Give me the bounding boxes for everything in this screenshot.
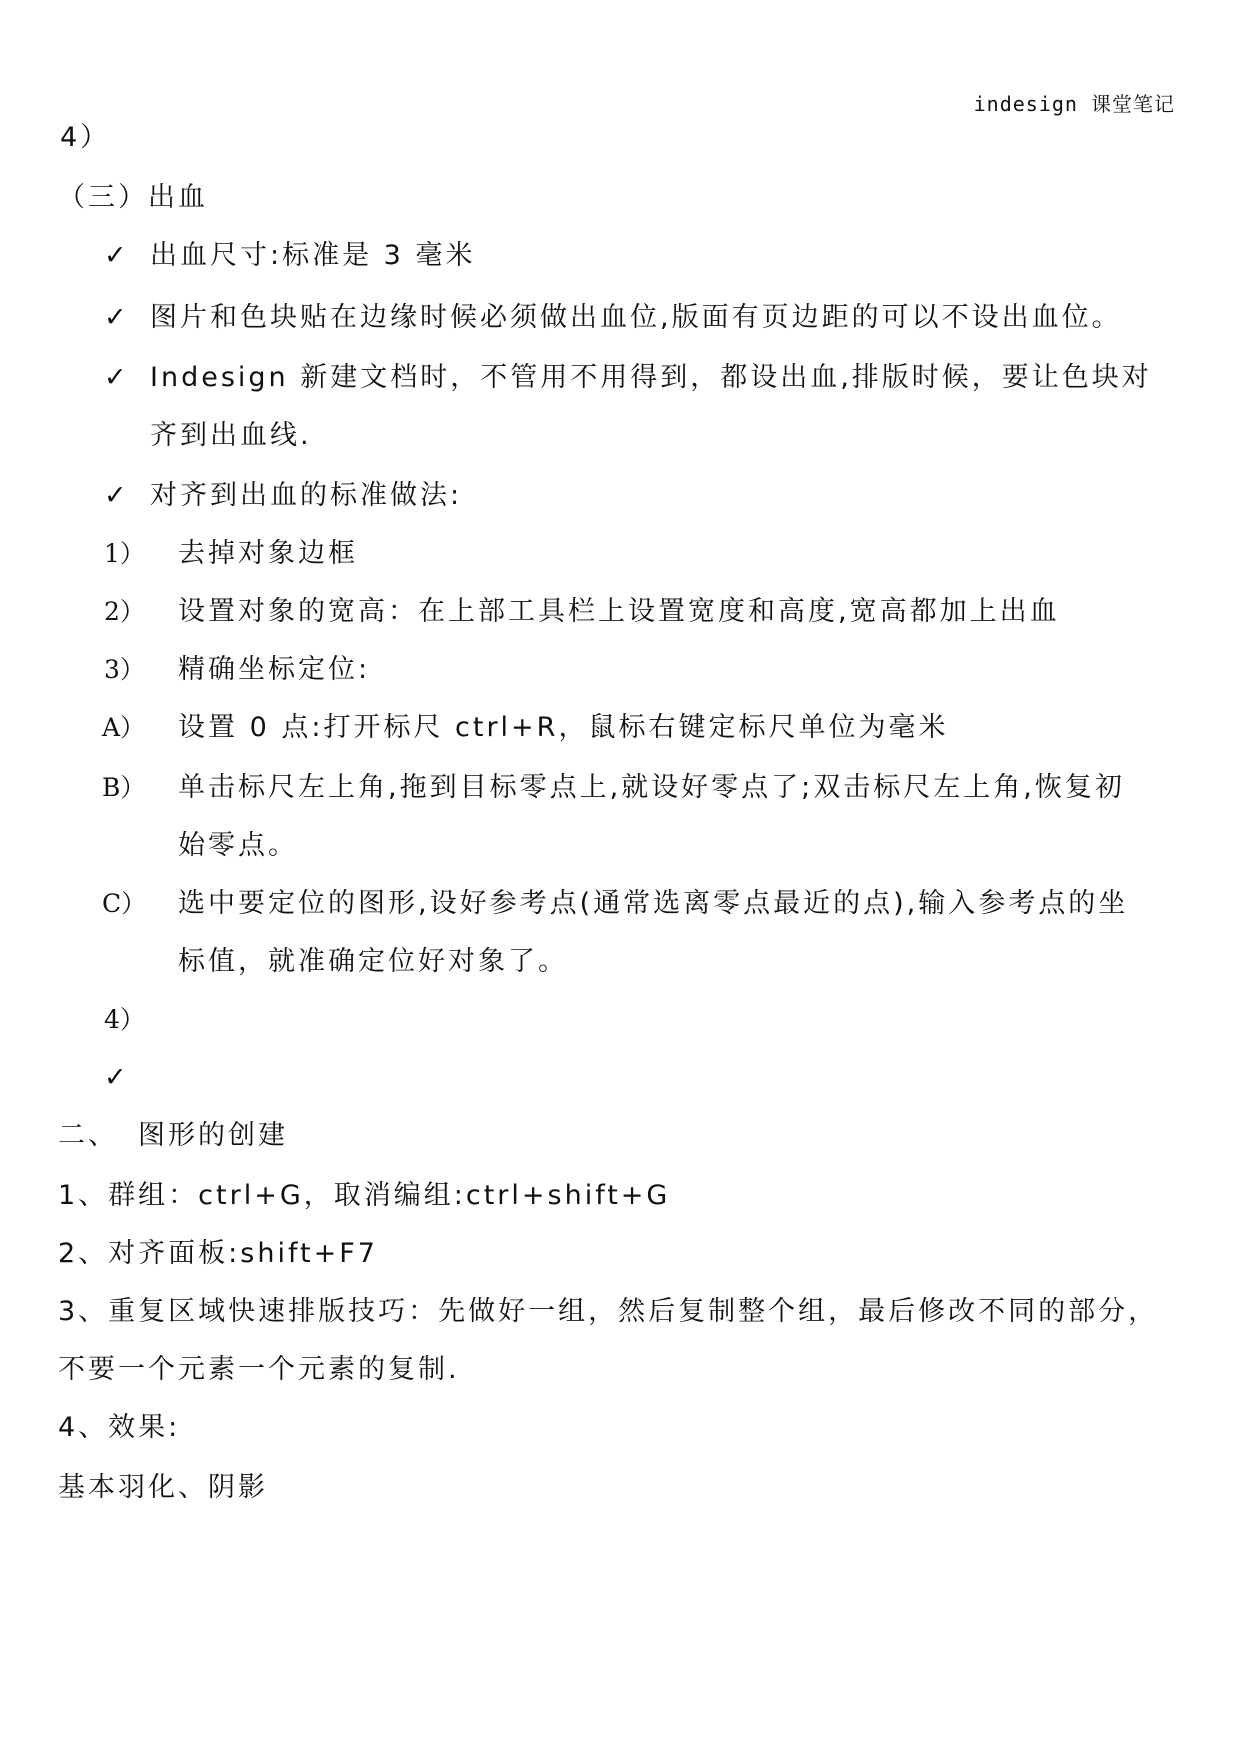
paragraph: 2、对齐面板:shift+F7 <box>58 1238 378 1269</box>
bullet-text: 出血尺寸:标准是 3 毫米 <box>150 240 476 271</box>
paragraph: 3、重复区域快速排版技巧：先做好一组，然后复制整个组，最后修改不同的部分， <box>58 1296 1159 1327</box>
bullet-text-continuation: 齐到出血线. <box>150 420 312 451</box>
check-icon: ✓ <box>104 362 127 393</box>
section-heading-shapes: 图形的创建 <box>138 1120 288 1151</box>
check-icon: ✓ <box>104 1062 127 1093</box>
step-text: 精确坐标定位: <box>178 654 371 685</box>
step-number: 3） <box>104 655 145 684</box>
step-number: 2） <box>104 597 145 626</box>
step-letter: B） <box>102 773 146 802</box>
paragraph-continuation: 不要一个元素一个元素的复制. <box>58 1354 460 1385</box>
step-text: 设置 0 点:打开标尺 ctrl+R，鼠标右键定标尺单位为毫米 <box>178 712 949 743</box>
outline-number: 4） <box>60 122 111 153</box>
section-heading-bleed: （三）出血 <box>58 182 208 213</box>
step-letter: C） <box>102 889 147 918</box>
step-text: 去掉对象边框 <box>178 538 358 569</box>
page-header: indesign 课堂笔记 <box>973 92 1175 116</box>
section-number: 二、 <box>58 1120 118 1151</box>
paragraph: 1、群组：ctrl+G，取消编组:ctrl+shift+G <box>58 1180 671 1211</box>
bullet-text: 图片和色块贴在边缘时候必须做出血位,版面有页边距的可以不设出血位。 <box>150 302 1122 333</box>
paragraph: 基本羽化、阴影 <box>58 1472 268 1503</box>
step-text: 选中要定位的图形,设好参考点(通常选离零点最近的点),输入参考点的坐 <box>178 888 1129 919</box>
step-text: 单击标尺左上角,拖到目标零点上,就设好零点了;双击标尺左上角,恢复初 <box>178 772 1125 803</box>
step-text: 设置对象的宽高：在上部工具栏上设置宽度和高度,宽高都加上出血 <box>178 596 1060 627</box>
bullet-text: Indesign 新建文档时，不管用不用得到，都设出血,排版时候，要让色块对 <box>150 362 1152 393</box>
check-icon: ✓ <box>104 480 127 511</box>
step-text-continuation: 始零点。 <box>178 830 298 861</box>
step-number: 1） <box>104 539 145 568</box>
check-icon: ✓ <box>104 240 127 271</box>
bullet-text: 对齐到出血的标准做法: <box>150 480 463 511</box>
step-text-continuation: 标值，就准确定位好对象了。 <box>178 946 568 977</box>
paragraph: 4、效果: <box>58 1412 181 1443</box>
step-letter: A） <box>102 713 146 742</box>
step-number: 4） <box>104 1005 145 1034</box>
check-icon: ✓ <box>104 302 127 333</box>
